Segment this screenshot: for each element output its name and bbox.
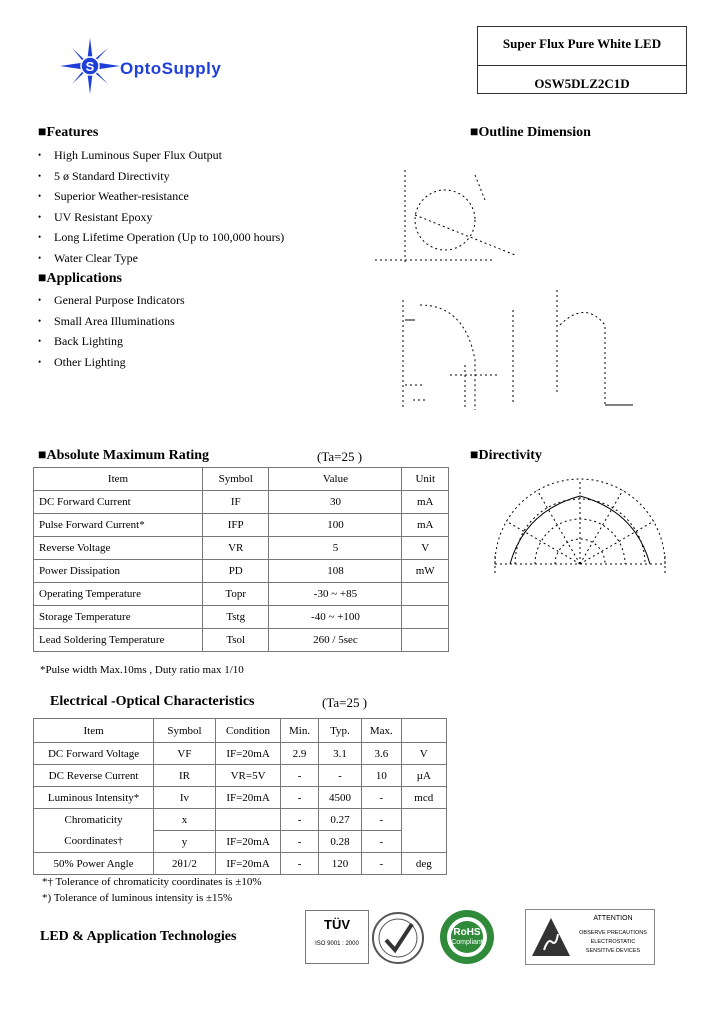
list-item: • Long Lifetime Operation (Up to 100,000 hours) (38, 227, 368, 248)
rohs-badge (436, 908, 498, 966)
starburst-icon (58, 36, 122, 96)
applications-list (38, 290, 368, 372)
product-title: Super Flux Pure White LED (502, 36, 662, 51)
table-row: Reverse Voltage VR 5 V (34, 537, 449, 560)
tuv-label: TÜV (324, 917, 350, 932)
directivity-heading: ■Directivity (470, 448, 542, 463)
table-row: Power Dissipation PD 108 mW (34, 560, 449, 583)
list-item: • 5 ø Standard Directivity (38, 166, 368, 187)
list-item: • UV Resistant Epoxy (38, 207, 368, 228)
logo (58, 36, 268, 96)
table-row: DC Reverse Current IR VR=5V - - 10 µA (34, 765, 447, 787)
eo-heading: Electrical -Optical Characteristics (50, 694, 255, 709)
abs-max-note: *Pulse width Max.10ms , Duty ratio max 1/10 (40, 664, 244, 676)
table-row: DC Forward Voltage VF IF=20mA 2.9 3.1 3.6 V (34, 743, 447, 765)
features-heading: ■Features (38, 125, 99, 140)
table-header-row: Item Symbol Condition Min. Typ. Max. (34, 719, 447, 743)
list-item: • High Luminous Super Flux Output (38, 145, 368, 166)
abs-max-condition: (Ta=25 ) (317, 449, 363, 464)
eo-note-chromaticity: *† Tolerance of chromaticity coordinates is ±10% (42, 876, 262, 888)
abs-max-heading: ■Absolute Maximum Rating (38, 448, 210, 463)
tuv-cert-logo (305, 910, 369, 964)
list-item: • Small Area Illuminations (38, 311, 368, 332)
list-item: • Back Lighting (38, 331, 368, 352)
esd-line-1: OBSERVE PRECAUTIONS (579, 930, 647, 936)
table-row: Luminous Intensity* Iv IF=20mA - 4500 - mcd (34, 787, 447, 809)
part-number: OSW5DLZ2C1D (534, 76, 630, 91)
title-box (477, 26, 687, 94)
list-item: • General Purpose Indicators (38, 290, 368, 311)
table-row: Storage Temperature Tstg -40 ~ +100 (34, 606, 449, 629)
directivity-chart (490, 476, 670, 576)
table-row: 50% Power Angle 2θ1/2 IF=20mA - 120 - deg (34, 853, 447, 875)
rohs-sub: Compliant (451, 939, 483, 946)
esd-line-2: ELECTROSTATIC (590, 939, 636, 945)
company-name: LED & Application Technologies (40, 929, 237, 944)
brand-name: OptoSupply (120, 59, 222, 78)
rohs-label: RoHS (453, 927, 481, 938)
table-row: Coordinates† y IF=20mA - 0.28 - (34, 831, 447, 853)
abs-max-table (33, 467, 449, 652)
eo-table (33, 718, 447, 875)
features-list (38, 145, 368, 268)
table-header-row: Item Symbol Value Unit (34, 468, 449, 491)
table-row: Operating Temperature Topr -30 ~ +85 (34, 583, 449, 606)
checkmark-cert-icon (370, 910, 426, 966)
eo-condition: (Ta=25 ) (322, 695, 368, 710)
eo-note-intensity: *) Tolerance of luminous intensity is ±15% (42, 892, 233, 904)
outline-heading: ■Outline Dimension (470, 125, 591, 140)
applications-heading: ■Applications (38, 271, 122, 286)
esd-line-3: SENSITIVE DEVICES (585, 948, 641, 954)
table-row: Chromaticity x - 0.27 - (34, 809, 447, 831)
table-row: Lead Soldering Temperature Tsol 260 / 5sec (34, 629, 449, 652)
outline-drawing (365, 160, 655, 420)
list-item: • Superior Weather-resistance (38, 186, 368, 207)
table-row: Pulse Forward Current* IFP 100 mA (34, 514, 449, 537)
table-row: DC Forward Current IF 30 mA (34, 491, 449, 514)
list-item: • Water Clear Type (38, 248, 368, 269)
svg-text:S: S (85, 59, 95, 74)
esd-title: ATTENTION (593, 915, 633, 922)
list-item: • Other Lighting (38, 352, 368, 373)
esd-warning-label (525, 909, 655, 965)
tuv-sub: ISO 9001 : 2000 (315, 941, 359, 947)
esd-warning-icon (530, 916, 572, 958)
